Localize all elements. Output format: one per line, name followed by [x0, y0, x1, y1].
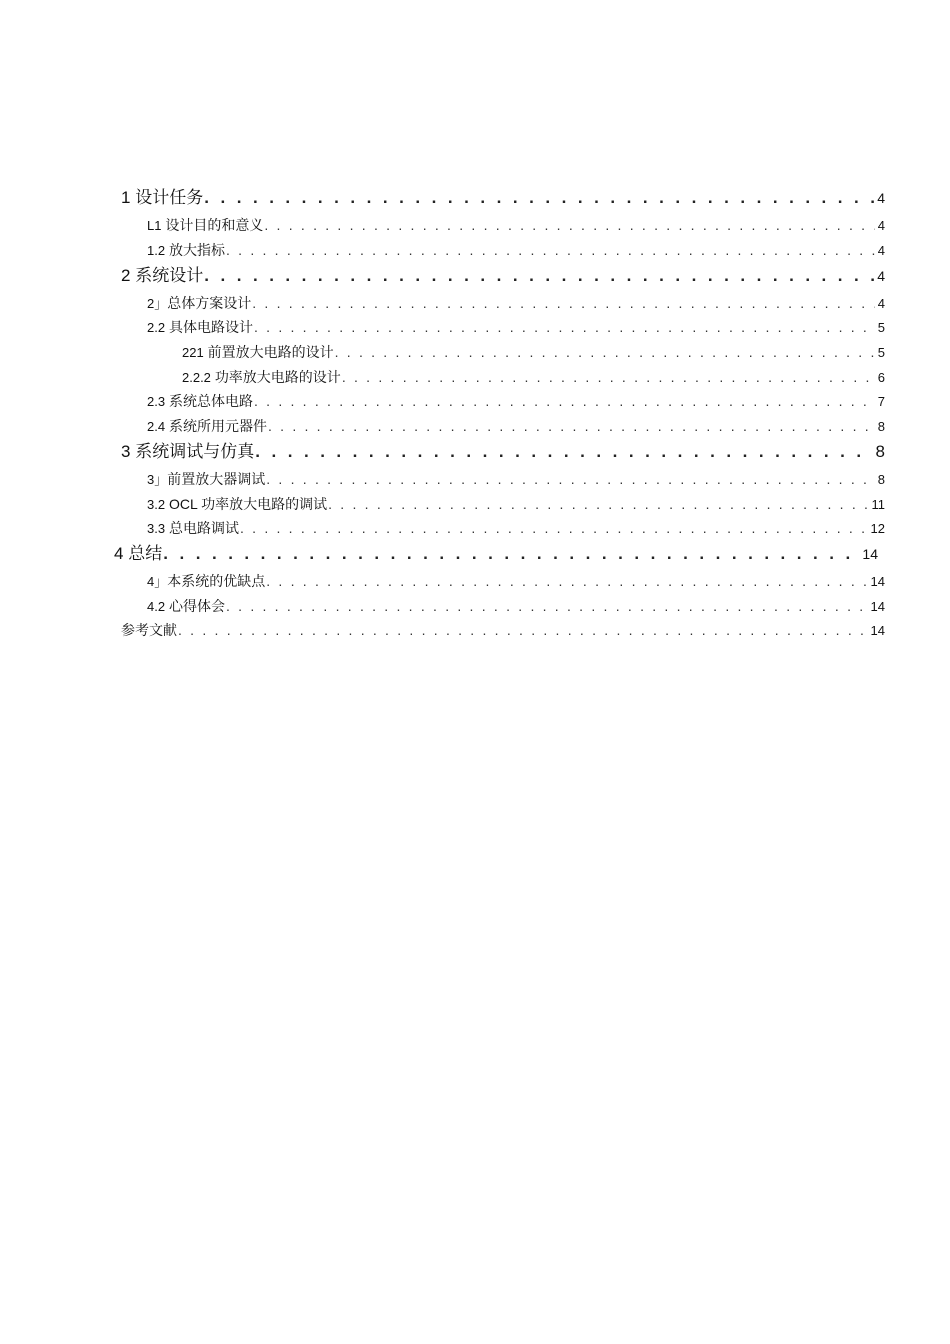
toc-entry-number: 4: [114, 544, 124, 563]
toc-entry-page: 4: [877, 190, 885, 206]
toc-entry-title: 设计任务: [135, 188, 204, 208]
toc-entry-title: OCL 功率放大电路的调试: [168, 496, 328, 512]
toc-entry-label: [147, 492, 327, 517]
toc-entry-label: [114, 542, 162, 566]
toc-entry-label: [147, 569, 265, 594]
dot-leader: [264, 213, 874, 237]
toc-entry-label: [121, 440, 254, 464]
toc-entry[interactable]: [147, 569, 885, 593]
toc-entry[interactable]: [182, 340, 885, 364]
toc-entry-label: [147, 213, 263, 238]
toc-entry-page: 8: [877, 419, 885, 434]
toc-entry-label: [147, 414, 267, 439]
dot-leader: [252, 291, 875, 315]
toc-entry-number: 3: [121, 442, 131, 461]
toc-entry[interactable]: [121, 186, 885, 210]
toc-entry[interactable]: [121, 440, 885, 464]
toc-entry-page: 14: [870, 599, 885, 614]
toc-entry-page: 14: [870, 574, 885, 589]
toc-entry-number: 1.2: [147, 243, 166, 258]
dot-leader: [254, 389, 875, 413]
toc-entry-page: 12: [870, 521, 885, 536]
dot-leader: [268, 414, 875, 438]
dot-leader: [226, 594, 868, 618]
dot-leader: [255, 440, 872, 464]
toc-entry[interactable]: [147, 315, 885, 339]
toc-entry-title: 总体方案设计: [167, 295, 252, 311]
toc-entry[interactable]: [147, 389, 885, 413]
toc-entry-number: 2.2.2: [182, 370, 211, 385]
toc-entry[interactable]: [147, 516, 885, 540]
dot-leader: [266, 467, 875, 491]
toc-entry-number: L1: [147, 218, 162, 233]
toc-entry-page: 8: [877, 472, 885, 487]
toc-entry-title: 前置放大电路的设计: [207, 344, 334, 360]
toc-entry-label: [121, 186, 203, 210]
toc-entry-label: [147, 516, 239, 541]
toc-entry-page: 7: [877, 394, 885, 409]
toc-entry-title: 系统所用元器件: [168, 418, 267, 434]
dot-leader: [163, 542, 859, 566]
toc-entry-title: 具体电路设计: [168, 319, 253, 335]
toc-entry-number: 4.2: [147, 599, 166, 614]
toc-entry-label: [147, 389, 253, 414]
toc-entry-number: 2.3: [147, 394, 166, 409]
toc-entry-title: 设计目的和意义: [165, 217, 264, 233]
toc-entry-page: 4: [877, 218, 885, 233]
toc-entry-title: 参考文献: [121, 622, 177, 638]
toc-entry[interactable]: [147, 492, 885, 516]
toc-entry-title: 放大指标: [168, 242, 225, 258]
toc-entry-number: 1: [121, 188, 131, 207]
dot-leader: [342, 365, 875, 389]
toc-entry-title: 心得体会: [168, 598, 225, 614]
toc-entry-number: 4」: [147, 574, 168, 589]
toc-entry-title: 功率放大电路的设计: [214, 369, 341, 385]
dot-leader: [178, 618, 868, 642]
toc-entry-label: [147, 467, 265, 492]
toc-entry-number: 2.4: [147, 419, 166, 434]
dot-leader: [204, 186, 874, 210]
toc-entry-page: 8: [875, 442, 885, 461]
dot-leader: [254, 315, 875, 339]
toc-entry-label: [182, 340, 334, 365]
toc-entry-number: 3.2: [147, 497, 166, 512]
toc-entry-title: 前置放大器调试: [167, 471, 266, 487]
toc-entry-title: 总结: [128, 544, 163, 564]
toc-entry-page: 11: [871, 497, 885, 512]
toc-entry[interactable]: [121, 264, 885, 288]
toc-entry-title: 系统设计: [135, 266, 204, 286]
toc-entry[interactable]: [147, 467, 885, 491]
dot-leader: [328, 492, 868, 516]
toc-entry-page: 4: [877, 268, 885, 284]
toc-entry-label: [147, 315, 253, 340]
toc-entry[interactable]: [182, 365, 885, 389]
toc-entry-title: 总电路调试: [168, 520, 239, 536]
toc-entry-page: 14: [870, 623, 885, 638]
toc-entry-label: [182, 365, 341, 390]
toc-entry-label: [147, 594, 225, 619]
toc-entry-title: 本系统的优缺点: [167, 573, 266, 589]
dot-leader: [240, 516, 868, 540]
toc-entry-page: 5: [877, 345, 885, 360]
toc-entry-title: 系统总体电路: [168, 393, 253, 409]
toc-entry-label: [147, 238, 225, 263]
toc-entry[interactable]: [121, 618, 885, 642]
toc-entry-number: 221: [182, 345, 204, 360]
dot-leader: [335, 340, 875, 364]
toc-entry-page: 14: [862, 546, 878, 562]
dot-leader: [204, 264, 874, 288]
toc-entry-page: 4: [877, 243, 885, 258]
toc-entry-title: 系统调试与仿真: [135, 442, 255, 462]
toc-entry-label: [121, 264, 203, 288]
toc-entry-number: 2.2: [147, 320, 166, 335]
toc-entry[interactable]: [147, 291, 885, 315]
toc-entry[interactable]: [147, 414, 885, 438]
dot-leader: [266, 569, 867, 593]
toc-entry-label: [147, 291, 251, 316]
toc-entry-page: 6: [877, 370, 885, 385]
toc-entry-page: 4: [877, 296, 885, 311]
toc-entry-page: 5: [877, 320, 885, 335]
toc-entry[interactable]: [114, 542, 878, 566]
toc-entry-number: 2: [121, 266, 131, 285]
toc-entry[interactable]: [147, 213, 885, 237]
toc-entry-number: 3」: [147, 472, 168, 487]
toc-entry[interactable]: [147, 594, 885, 618]
toc-entry-number: 3.3: [147, 521, 166, 536]
toc-entry-label: [121, 618, 177, 642]
toc-entry[interactable]: [147, 238, 885, 262]
toc-entry-number: 2」: [147, 296, 168, 311]
dot-leader: [226, 238, 875, 262]
